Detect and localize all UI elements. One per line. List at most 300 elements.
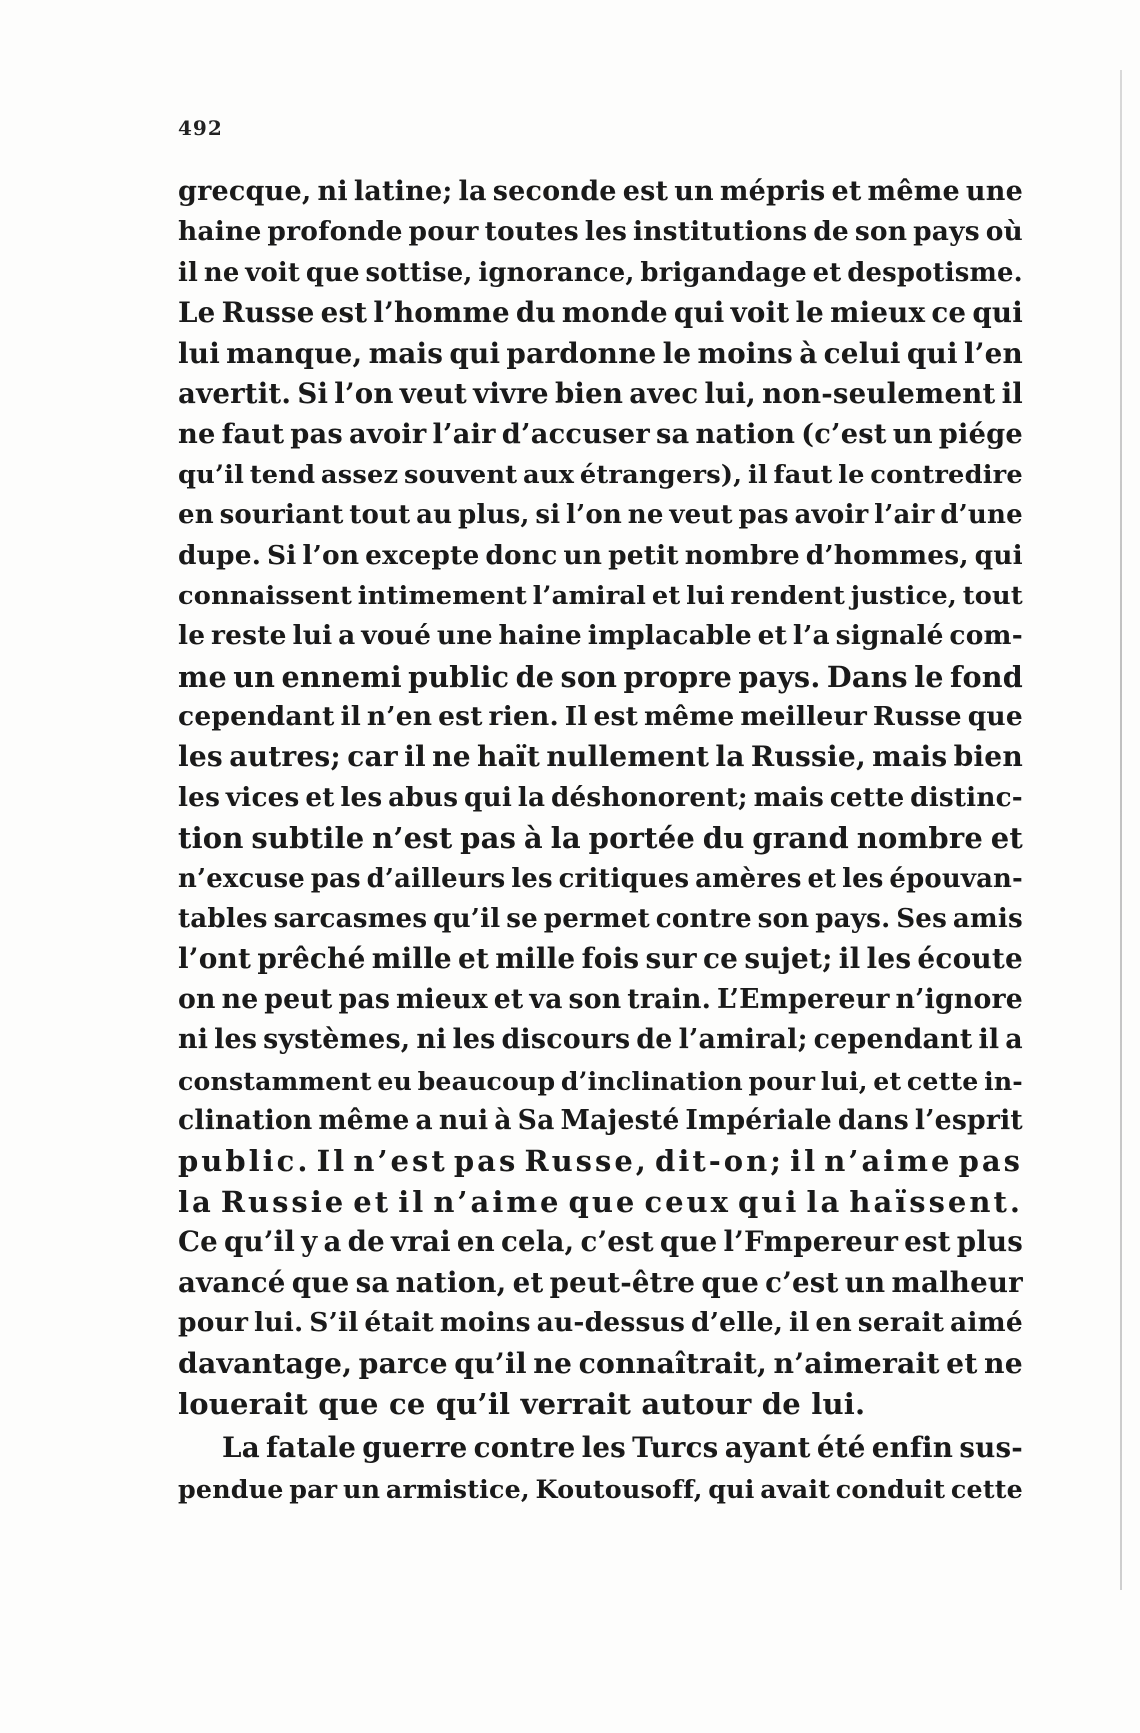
word: que — [967, 701, 1023, 733]
word: du — [515, 296, 556, 330]
text-line-12 — [178, 616, 1023, 656]
text-line-25 — [178, 1141, 1023, 1181]
word: n’aime — [433, 1184, 562, 1219]
text-line-28 — [178, 1263, 1023, 1303]
text-line-5 — [178, 334, 1023, 374]
word: l’amiral — [532, 580, 647, 611]
word: son — [560, 659, 618, 694]
word: pour — [408, 216, 479, 248]
word: profonde — [267, 216, 403, 248]
text-line-13 — [178, 657, 1023, 697]
text-line-15 — [178, 737, 1023, 777]
word: pour — [178, 1306, 249, 1338]
word: les — [581, 1431, 626, 1465]
word: écoute — [917, 942, 1023, 976]
word: tout — [962, 580, 1023, 611]
word: et — [757, 620, 788, 652]
word: le — [178, 620, 206, 652]
word: justice, — [850, 580, 957, 611]
word: voué — [361, 620, 432, 652]
word: l’esprit — [914, 1104, 1023, 1136]
word: d’une — [940, 500, 1023, 531]
word: même — [318, 1104, 410, 1136]
word: pays. — [738, 659, 821, 694]
word: n’est — [372, 821, 453, 856]
word: plus — [956, 1225, 1023, 1259]
word: Ce — [178, 1225, 218, 1259]
word: et — [493, 983, 524, 1015]
word: et — [946, 1346, 978, 1381]
word: bien — [953, 740, 1023, 774]
word: guerre — [362, 1431, 468, 1465]
word: ceux — [644, 1184, 731, 1219]
word: mille — [495, 942, 576, 976]
word: nation — [695, 418, 796, 451]
word: clination — [178, 1104, 313, 1136]
word: il — [178, 257, 199, 288]
word: Russie — [220, 1184, 347, 1219]
word: a — [338, 620, 356, 652]
word: que — [568, 1184, 638, 1219]
word: et — [831, 176, 862, 207]
word: Sa — [517, 1104, 555, 1136]
word: Ses — [896, 903, 948, 935]
word: signalé — [835, 620, 944, 652]
word: qu’il — [433, 903, 501, 935]
word: tend — [249, 459, 316, 490]
text-line-8 — [178, 455, 1023, 495]
word: les — [178, 781, 221, 813]
word: donc — [485, 539, 558, 571]
word: car — [347, 740, 398, 774]
word: sujet; — [744, 942, 833, 976]
word: au-dessus — [536, 1306, 686, 1338]
word: la — [550, 821, 581, 856]
word: serait — [857, 1306, 945, 1338]
word: d’elle, — [691, 1306, 784, 1338]
word: Majesté — [560, 1104, 680, 1136]
word: rien. — [488, 701, 559, 733]
word: était — [364, 1306, 434, 1338]
word: que — [291, 1265, 350, 1299]
text-line-1 — [178, 172, 1023, 212]
page-edge-shadow — [1120, 70, 1122, 1590]
word: va — [529, 983, 563, 1015]
word: ce — [702, 942, 739, 976]
word: dupe. — [178, 539, 262, 571]
word: aux — [523, 459, 575, 490]
word: contredire — [870, 459, 1023, 490]
text-line-16 — [178, 778, 1023, 818]
word: qui — [738, 1184, 800, 1219]
word: que — [701, 1265, 759, 1299]
word: sur — [645, 942, 697, 976]
word: déshonorent; — [550, 781, 748, 813]
word: n’en — [366, 701, 433, 733]
word: cette — [906, 1065, 979, 1096]
word: et — [353, 1184, 392, 1219]
word: l’ont — [178, 942, 252, 976]
word: et — [458, 942, 490, 976]
word: les — [866, 942, 912, 976]
word: assez — [320, 459, 399, 490]
word: ne — [984, 1346, 1023, 1381]
word: du — [702, 821, 745, 856]
word: faut — [221, 418, 285, 451]
word: et — [990, 821, 1023, 856]
word: ni — [416, 1024, 447, 1056]
text-line-2 — [178, 212, 1023, 252]
word: ne — [627, 500, 664, 531]
text-line-19 — [178, 899, 1023, 939]
word: nombre — [684, 539, 800, 571]
word: ayant — [724, 1431, 811, 1465]
word: qui — [449, 336, 501, 370]
word: au — [416, 500, 453, 531]
word: qui — [906, 336, 958, 370]
word: sottise, — [365, 257, 473, 288]
word: ne — [221, 983, 259, 1015]
word: et — [812, 257, 842, 288]
word: me — [178, 659, 227, 694]
word: Il — [316, 1144, 348, 1179]
word: L’Empereur — [717, 983, 890, 1015]
word: si — [535, 500, 561, 531]
word: qu’il — [454, 1346, 527, 1381]
word: dans — [837, 1104, 909, 1136]
word: il — [404, 740, 426, 774]
word: mépris — [719, 176, 826, 207]
text-line-26 — [178, 1182, 1023, 1222]
word: n’aimerait — [773, 1346, 940, 1381]
text-line-4 — [178, 293, 1023, 333]
word: lui — [178, 336, 220, 370]
text-line-9 — [178, 495, 1023, 535]
text-line-18 — [178, 859, 1023, 899]
word: mille — [371, 942, 452, 976]
text-line-3 — [178, 253, 1023, 293]
word: Si — [297, 376, 329, 410]
word: nullement — [546, 740, 710, 774]
word: public — [408, 659, 510, 694]
word: même — [643, 701, 735, 733]
word: été — [816, 1431, 866, 1465]
word: Si — [267, 539, 297, 571]
word: il — [340, 701, 361, 733]
word: Impériale — [685, 1104, 832, 1136]
word: pas — [453, 1144, 519, 1179]
word: où — [985, 216, 1023, 248]
word: pas — [738, 500, 789, 531]
word: constamment — [178, 1065, 372, 1096]
word: manque, — [226, 336, 363, 370]
word: Il — [564, 701, 588, 733]
word: reste — [211, 620, 287, 652]
word: l’en — [963, 336, 1023, 370]
word: les — [842, 863, 884, 894]
word: l’air — [432, 418, 496, 451]
word: Russe — [221, 296, 315, 330]
word: cependant — [178, 701, 335, 733]
text-line-6 — [178, 374, 1023, 414]
word: brigandage — [640, 257, 807, 288]
word: n’aime — [824, 1144, 953, 1179]
word: veut — [669, 500, 733, 531]
word: cette — [829, 781, 905, 813]
word: Le — [178, 296, 216, 330]
word: d’ailleurs — [366, 863, 506, 894]
word: de — [347, 1225, 385, 1259]
word: mais — [368, 336, 444, 370]
word: avertit. — [178, 376, 292, 410]
word: davantage, — [178, 1346, 353, 1381]
word: vrai — [390, 1225, 451, 1259]
word: petit — [608, 539, 679, 571]
word: et — [651, 580, 681, 611]
text-line-23 — [178, 1061, 1023, 1101]
word: piége — [938, 418, 1023, 451]
word: ennemi — [281, 659, 402, 694]
word: Russe, — [524, 1144, 649, 1179]
text-line-21 — [178, 980, 1023, 1020]
word: pas — [290, 418, 343, 451]
word: le — [662, 336, 692, 370]
word: sus- — [959, 1431, 1023, 1465]
word: contre — [655, 903, 752, 935]
word: grecque, — [178, 176, 312, 207]
word: a — [415, 1104, 433, 1136]
word: ni — [178, 1024, 209, 1056]
word: fatale — [266, 1431, 357, 1465]
word: pays. — [815, 903, 891, 935]
word: lui. — [254, 1306, 304, 1338]
word: à — [799, 336, 818, 370]
word: autres; — [229, 740, 341, 774]
word: haine — [178, 216, 262, 248]
word: les — [178, 740, 223, 774]
text-line-14 — [178, 697, 1023, 737]
word: et — [807, 863, 837, 894]
word: qui — [708, 1473, 755, 1504]
text-line-33 — [178, 1469, 1023, 1509]
word: permet — [543, 903, 650, 935]
word: le — [838, 459, 865, 490]
word: moins — [439, 1306, 531, 1338]
word: contre — [473, 1431, 576, 1465]
word: eu — [377, 1065, 412, 1096]
word: haïssent. — [849, 1184, 1023, 1219]
word: armistice, — [385, 1473, 530, 1504]
word: d’inclination — [560, 1065, 743, 1096]
word: portée — [588, 821, 695, 856]
word: cela, — [500, 1225, 575, 1259]
word: pour — [748, 1065, 816, 1096]
word: ni — [317, 176, 348, 207]
word: l’homme — [373, 296, 510, 330]
word: public. — [178, 1144, 311, 1179]
page-number: 492 — [178, 116, 223, 140]
word: meilleur — [740, 701, 868, 733]
word: systèmes, — [263, 1024, 411, 1056]
word: discours — [501, 1024, 631, 1056]
word: le — [795, 296, 824, 330]
text-line-7 — [178, 414, 1023, 454]
word: même — [867, 176, 960, 207]
word: pendue — [178, 1473, 284, 1504]
word: un — [674, 176, 714, 207]
word: on — [178, 983, 216, 1015]
word: les — [214, 1024, 258, 1056]
word: qui — [974, 539, 1023, 571]
word: l’a — [792, 620, 830, 652]
word: son — [757, 903, 810, 935]
word: une — [436, 620, 493, 652]
text-line-11 — [178, 576, 1023, 616]
word: les — [340, 781, 383, 813]
word: un — [844, 1265, 886, 1299]
word: ce — [931, 296, 967, 330]
word: que — [659, 1225, 718, 1259]
word: qui — [673, 296, 725, 330]
word: parce — [358, 1346, 448, 1381]
word: il — [747, 459, 768, 490]
word: Turcs — [632, 1431, 719, 1465]
word: en — [456, 1225, 495, 1259]
word: pas — [460, 821, 517, 856]
word: abus — [388, 781, 459, 813]
word: ne — [203, 257, 240, 288]
word: et — [873, 1065, 902, 1096]
body-text — [178, 172, 1023, 1509]
word: l’air — [874, 500, 935, 531]
word: prêché — [257, 942, 366, 976]
word: l’Fmpereur — [723, 1225, 899, 1259]
word: fois — [581, 942, 640, 976]
word: Koutousoff, — [535, 1473, 703, 1504]
word: toutes — [484, 216, 579, 248]
word: les — [452, 1024, 496, 1056]
word: Russe — [872, 701, 962, 733]
word: d’hommes, — [805, 539, 969, 571]
word: n’excuse — [178, 863, 305, 894]
word: qui — [972, 296, 1023, 330]
word: vices — [225, 781, 300, 813]
word: l’on — [302, 539, 360, 571]
word: la — [806, 1184, 843, 1219]
word: despotisme. — [847, 257, 1023, 288]
word: souvent — [403, 459, 518, 490]
word: subtile — [251, 821, 365, 856]
word: peut-être — [549, 1265, 696, 1299]
word: une — [965, 176, 1023, 207]
word: il — [398, 1184, 427, 1219]
word: haït — [477, 740, 541, 774]
word: ignorance, — [478, 257, 635, 288]
text-line-10 — [178, 536, 1023, 576]
word: connaissent — [178, 580, 353, 611]
word: est — [438, 701, 483, 733]
word: tables — [178, 903, 268, 935]
word: Russie, — [750, 740, 866, 774]
word: celui — [823, 336, 901, 370]
word: vivre — [473, 376, 549, 410]
word: est — [320, 296, 368, 330]
word: fond — [950, 659, 1023, 694]
word: l’amiral; — [678, 1024, 808, 1056]
word: faut — [773, 459, 833, 490]
word: à — [494, 1104, 512, 1136]
word: par — [289, 1473, 338, 1504]
word: est — [622, 176, 669, 207]
word: un — [233, 659, 276, 694]
word: latine; — [353, 176, 453, 207]
word: avancé — [178, 1265, 286, 1299]
word: qui — [463, 781, 512, 813]
word: voit — [730, 296, 790, 330]
word: la — [458, 176, 487, 207]
word: y — [301, 1225, 318, 1259]
word: beaucoup — [417, 1065, 556, 1096]
word: plus, — [457, 500, 530, 531]
word: en — [815, 1306, 852, 1338]
word: mais — [753, 781, 824, 813]
word: se — [506, 903, 538, 935]
word: malheur — [891, 1265, 1023, 1299]
word: monde — [561, 296, 668, 330]
word: a — [323, 1225, 342, 1259]
word: intimement — [357, 580, 527, 611]
word: mieux — [830, 296, 926, 330]
word: est — [593, 701, 639, 733]
word: distinc- — [910, 781, 1023, 813]
word: n’ignore — [895, 983, 1023, 1015]
word: avec — [629, 376, 699, 410]
word: son — [854, 216, 908, 248]
word: tout — [349, 500, 411, 531]
word: tion — [178, 821, 244, 856]
word: il — [790, 1144, 819, 1179]
word: mieux — [396, 983, 488, 1015]
word: enfin — [871, 1431, 954, 1465]
text-line-27 — [178, 1222, 1023, 1262]
word: un — [342, 1473, 381, 1504]
word: de — [515, 659, 555, 694]
word: lui — [292, 620, 333, 652]
word: d’accuser — [501, 418, 650, 451]
word: le — [914, 659, 944, 694]
word: la — [517, 781, 546, 813]
word: son — [568, 983, 622, 1015]
word: implacable — [587, 620, 752, 652]
word: est — [904, 1225, 951, 1259]
word: seconde — [492, 176, 617, 207]
word: avoir — [794, 500, 869, 531]
text-line-22 — [178, 1020, 1023, 1060]
word: a — [1005, 1024, 1023, 1056]
word: avait — [760, 1473, 831, 1504]
word: mais — [872, 740, 948, 774]
word: avoir — [349, 418, 427, 451]
word: nui — [438, 1104, 489, 1136]
text-line-30 — [178, 1343, 1023, 1383]
word: train. — [627, 983, 712, 1015]
word: amères — [695, 863, 802, 894]
word: sa — [655, 418, 690, 451]
word: cette — [950, 1473, 1023, 1504]
word: les — [584, 216, 628, 248]
word: il — [789, 1306, 810, 1338]
word: lui — [686, 580, 725, 611]
